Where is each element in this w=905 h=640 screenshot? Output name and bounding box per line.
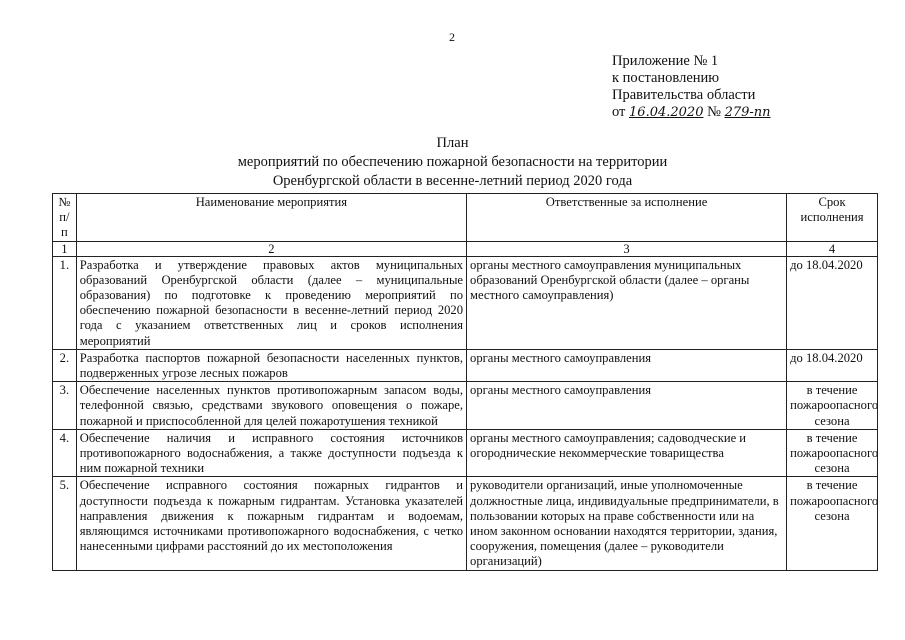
header-responsible: Ответственные за исполнение [467,194,787,242]
row-num: 1. [53,256,77,349]
appendix-date-line [612,104,771,121]
row-responsible: руководители организаций, иные уполномоченные должностные лица, индивидуальные предприниматели, в пользовании которых на праве собственности или на ином законном основании находятся территории, здания, сооружения, помещения (далее – руководители организаций) [467,477,787,570]
header-deadline: Срок исполнения [787,194,878,242]
row-responsible: органы местного самоуправления; садоводческие и огороднические некоммерческие товарищества [467,429,787,477]
row-name: Разработка паспортов пожарной безопасности населенных пунктов, подверженных угрозе лесных пожаров [76,349,466,381]
appendix-line-1: Приложение № 1 [612,53,719,69]
title-line-3: Оренбургской области в весенне-летний период 2020 года [272,173,633,189]
title-line-2: мероприятий по обеспечению пожарной безопасности на территории [237,154,668,170]
row-num: 5. [53,477,77,570]
row-deadline: до 18.04.2020 [787,349,878,381]
row-num: 4. [53,429,77,477]
appendix-block [612,53,771,121]
row-deadline: до 18.04.2020 [787,256,878,349]
row-num: 2. [53,349,77,381]
table-row [53,349,878,381]
col-number: 2 [76,241,466,256]
measures-table [52,193,878,571]
row-responsible: органы местного самоуправления [467,349,787,381]
row-responsible: органы местного самоуправления [467,382,787,430]
document-title [0,134,905,191]
row-deadline: в течение пожароопасного сезона [787,382,878,430]
row-num: 3. [53,382,77,430]
col-number: 1 [53,241,77,256]
row-name: Разработка и утверждение правовых актов муниципальных образований Оренбургской области (далее – муниципальные образования) по подготовке к проведению мероприятий по обеспечению пожарной безопасности в весенне-летний период 2020 года с указанием ответственных лиц и сроков исполнения мероприятий [76,256,466,349]
column-number-row [53,241,878,256]
page-number: 2 [449,30,455,44]
handwritten-number: 279-пп [724,105,771,120]
row-deadline: в течение пожароопасного сезона [787,477,878,570]
table-header-row [53,194,878,242]
title-line-1: План [436,135,469,151]
table-row [53,256,878,349]
appendix-line-2: к постановлению [612,70,720,86]
col-number: 3 [467,241,787,256]
date-prefix: от [612,104,626,120]
table-row [53,477,878,570]
row-responsible: органы местного самоуправления муниципальных образований Оренбургской области (далее – органы местного самоуправления) [467,256,787,349]
number-prefix: № [707,104,721,120]
row-deadline: в течение пожароопасного сезона [787,429,878,477]
handwritten-date: 16.04.2020 [629,105,704,120]
header-name: Наименование мероприятия [76,194,466,242]
table-row [53,382,878,430]
table-row [53,429,878,477]
header-num: № п/п [53,194,77,242]
row-name: Обеспечение населенных пунктов противопожарным запасом воды, телефонной связью, средствами звукового оповещения о пожаре, пожарной и приспособленной для целей пожаротушения техникой [76,382,466,430]
col-number: 4 [787,241,878,256]
row-name: Обеспечение наличия и исправного состояния источников противопожарного водоснабжения, а также доступности подъезда к ним пожарной техники [76,429,466,477]
appendix-line-3: Правительства области [612,87,756,103]
row-name: Обеспечение исправного состояния пожарных гидрантов и доступности подъезда к пожарным гидрантам. Установка указателей направления движения к пожарным гидрантам и водоемам, являющимся источниками противопожарного водоснабжения, с четко нанесенными цифрами расстояний до их местоположения [76,477,466,570]
